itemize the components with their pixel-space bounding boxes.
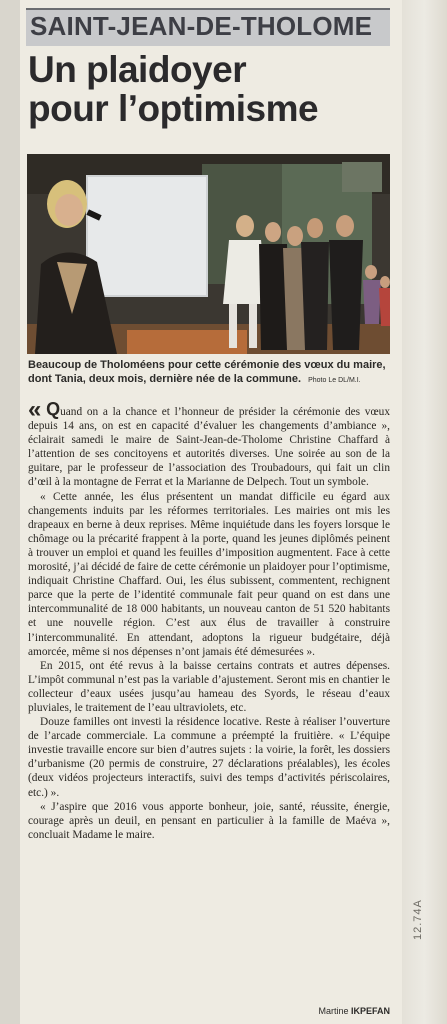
caption-text: Beaucoup de Tholoméens pour cette cérémonie des vœux du maire, dont Tania, deux mois, dernière née de la commune. bbox=[28, 359, 386, 385]
photo-caption bbox=[28, 358, 390, 388]
headline-line-2: pour l’optimisme bbox=[28, 88, 319, 129]
author-first-name: Martine bbox=[318, 1006, 349, 1016]
author-last-name: IKPEFAN bbox=[350, 1006, 390, 1016]
locality-heading: SAINT-JEAN-DE-THOLOME bbox=[30, 11, 373, 41]
event-photo bbox=[27, 154, 390, 354]
lead-quote-mark: « bbox=[28, 396, 42, 423]
adjacent-page-strip bbox=[402, 0, 447, 1024]
photo-credit: Photo Le DL/M.I. bbox=[308, 377, 361, 384]
article-paragraph-1 bbox=[28, 396, 390, 490]
article-paragraph-2: « Cette année, les élus présentent un mandat difficile eu égard aux changements induits par les réformes territoriales. Les mairies ont mis les drapeaux en berne à deux reprises. Même inquiétude dans les foyers lorsque le chômage ou la précarité frappent à la porte, quand les jeunes diplômés peinent à trouver un emploi et quand les feuilles d’imposition augmentent. Face à cette morosité, j’ai décidé de faire de cette cérémonie un plaidoyer pour l’optimisme, indiquait Christine Chaffard. Oui, les élus subissent, commentent, rechignent parce que la perte de l’identité communale fait peur quand on est dans une intercommunalité de 18 000 habitants, un nouveau canton de 51 520 habitants et une nouvelle région. C’est aux élus de travailler à construire l’intercommunalité. En attendant, adoptons la rigueur budgétaire, déjà amorcée, même si nos dépenses n’ont jamais été démesurées ». bbox=[28, 490, 390, 658]
article-body bbox=[28, 396, 390, 842]
article-paragraph-4: Douze familles ont investi la résidence locative. Reste à réaliser l’ouverture de l’arcade commerciale. La commune a préempté la fruitière. « L’équipe investie travaille encore sur bien d’autres sujets : la voirie, la forêt, les dossiers d’urbanisme (20 permis de construire, 27 déclarations préalables), les écoles (deux vidéos projecteurs interactifs, suivi des temps d’activités périscolaires, etc.) ». bbox=[28, 716, 390, 799]
article-paragraph-5: « J’aspire que 2016 vous apporte bonheur, joie, santé, réussite, énergie, courage après un deuil, en pensant en particulier à la famille de Maéva », concluait Madame le maire. bbox=[28, 800, 390, 841]
event-photo-illustration bbox=[27, 154, 390, 354]
headline bbox=[28, 50, 388, 128]
article-paragraph-1-text: uand on a la chance et l’honneur de présider la cérémonie des vœux depuis 14 ans, on est en capacité d’évaluer les changements d’ambiance », éclairait samedi le maire de Saint-Jean-de-Tholome Christine Chaffard à l’attention de ses concitoyens et autorités diverses. Une soirée au son de la guitare, par le professeur de l’association des Troubadours, qui fait un clin d’œil à la montagne de Ferrat et la Marianne de Delpech. Tout un symbole. bbox=[28, 406, 390, 489]
page-margin-marker: 12.74A bbox=[412, 899, 424, 940]
article-paragraph-3: En 2015, ont été revus à la baisse certains contrats et autres dépenses. L’impôt communal n’est pas la variable d’ajustement. Seront mis en chantier le collecteur d’eaux usées jusqu’au hameau des Syords, le réseau d’eaux pluviales, le traitement de l’eau ultraviolets, etc. bbox=[28, 659, 390, 714]
lead-dropcap: Q bbox=[46, 399, 61, 419]
author-signature bbox=[300, 1005, 390, 1017]
headline-line-1: Un plaidoyer bbox=[28, 49, 247, 90]
